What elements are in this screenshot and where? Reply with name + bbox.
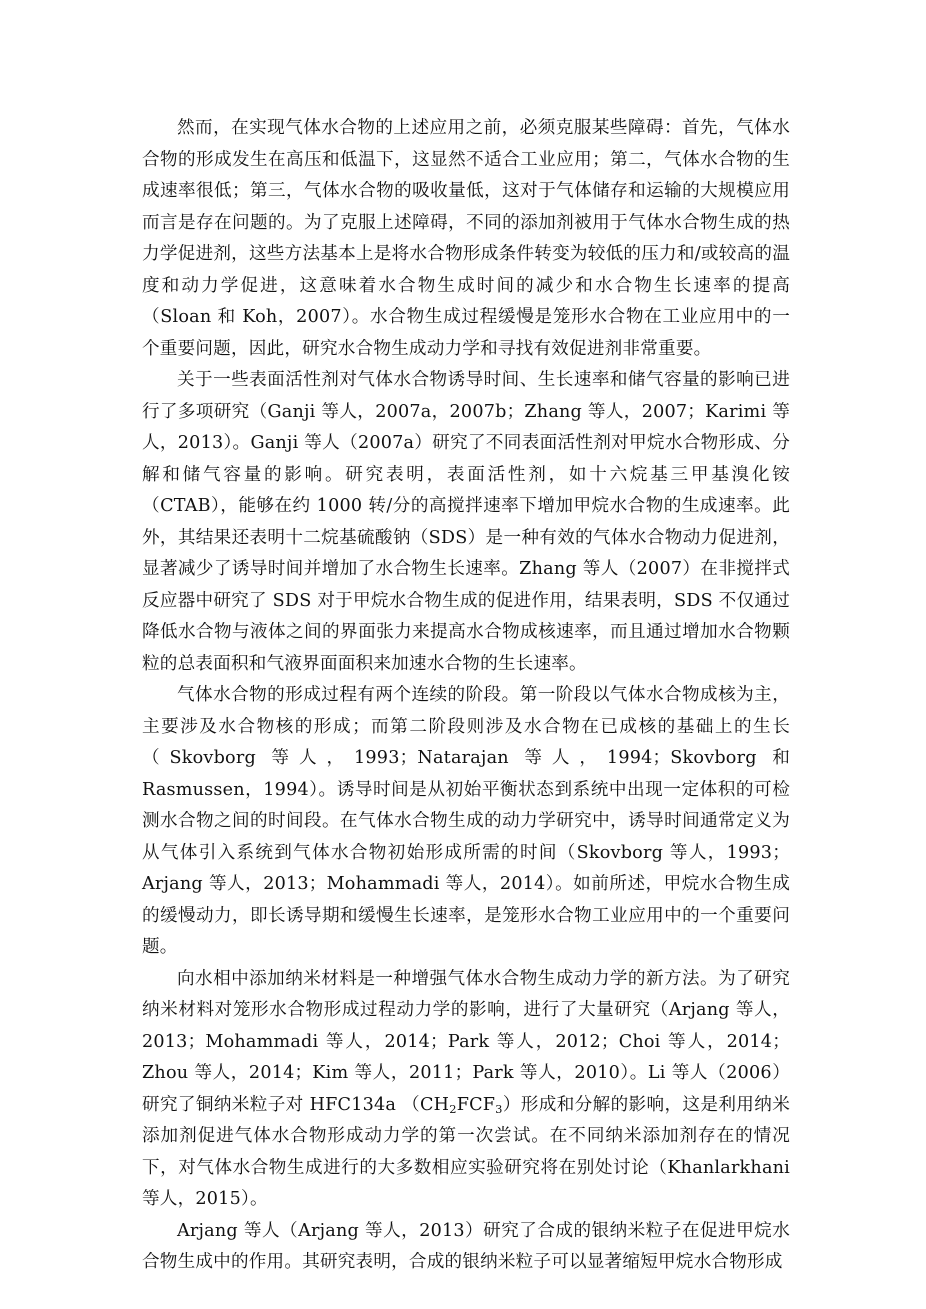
- paragraph-3: 气体水合物的形成过程有两个连续的阶段。第一阶段以气体水合物成核为主，主要涉及水合物核的形成；而第二阶段则涉及水合物在已成核的基础上的生长（Skovborg 等人，1993；Natarajan 等人，1994；Skovborg 和 Rasmussen，1994）。诱导时间是从初始平衡状态到系统中出现一定体积的可检测水合物之间的时间段。在气体水合物生成的动力学研究中，诱导时间通常定义为从气体引入系统到气体水合物初始形成所需的时间（Skovborg 等人，1993；Arjang 等人，2013；Mohammadi 等人，2014）。如前所述，甲烷水合物生成的缓慢动力，即长诱导期和缓慢生长速率，是笼形水合物工业应用中的一个重要问题。: [142, 685, 790, 957]
- body-text: [142, 113, 790, 1279]
- paragraph-2: 关于一些表面活性剂对气体水合物诱导时间、生长速率和储气容量的影响已进行了多项研究（Ganji 等人，2007a，2007b；Zhang 等人，2007；Karimi 等人，2013）。Ganji 等人（2007a）研究了不同表面活性剂对甲烷水合物形成、分解和储气容量的影响。研究表明，表面活性剂，如十六烷基三甲基溴化铵（CTAB），能够在约 1000 转/分的高搅拌速率下增加甲烷水合物的生成速率。此外，其结果还表明十二烷基硫酸钠（SDS）是一种有效的气体水合物动力促进剂，显著减少了诱导时间并增加了水合物生长速率。Zhang 等人（2007）在非搅拌式反应器中研究了 SDS 对于甲烷水合物生成的促进作用，结果表明，SDS 不仅通过降低水合物与液体之间的界面张力来提高水合物成核速率，而且通过增加水合物颗粒的总表面积和气液界面面积来加速水合物的生长速率。: [142, 370, 790, 674]
- paragraph-4-text-c: ）形成和分解的影响，这是利用纳米添加剂促进气体水合物形成动力学的第一次尝试。在不同纳米添加剂存在的情况下，对气体水合物生成进行的大多数相应实验研究将在别处讨论（Khanlarkhani 等人，2015）。: [142, 1094, 791, 1209]
- formula-subscript-2: 2: [449, 1101, 457, 1116]
- paragraph-4: [142, 964, 790, 1216]
- paragraph-4-text-b: FCF: [456, 1094, 496, 1115]
- paragraph-5: Arjang 等人（Arjang 等人，2013）研究了合成的银纳米粒子在促进甲烷水合物生成中的作用。其研究表明，合成的银纳米粒子可以显著缩短甲烷水合物形成: [142, 1220, 790, 1272]
- formula-subscript-3: 3: [495, 1101, 503, 1116]
- paragraph-4-text-a: 向水相中添加纳米材料是一种增强气体水合物生成动力学的新方法。为了研究纳米材料对笼形水合物形成过程动力学的影响，进行了大量研究（Arjang 等人，2013；Mohammadi 等人，2014；Park 等人，2012；Choi 等人，2014；Zhou 等人，2014；Kim 等人，2011；Park 等人，2010）。Li 等人（2006）研究了铜纳米粒子对 HFC134a （CH: [142, 968, 790, 1115]
- paragraph-1: 然而，在实现气体水合物的上述应用之前，必须克服某些障碍：首先，气体水合物的形成发生在高压和低温下，这显然不适合工业应用；第二，气体水合物的生成速率很低；第三，气体水合物的吸收量低，这对于气体储存和运输的大规模应用而言是存在问题的。为了克服上述障碍，不同的添加剂被用于气体水合物生成的热力学促进剂，这些方法基本上是将水合物形成条件转变为较低的压力和/或较高的温度和动力学促进，这意味着水合物生成时间的减少和水合物生长速率的提高（Sloan 和 Koh，2007）。水合物生成过程缓慢是笼形水合物在工业应用中的一个重要问题，因此，研究水合物生成动力学和寻找有效促进剂非常重要。: [142, 118, 790, 359]
